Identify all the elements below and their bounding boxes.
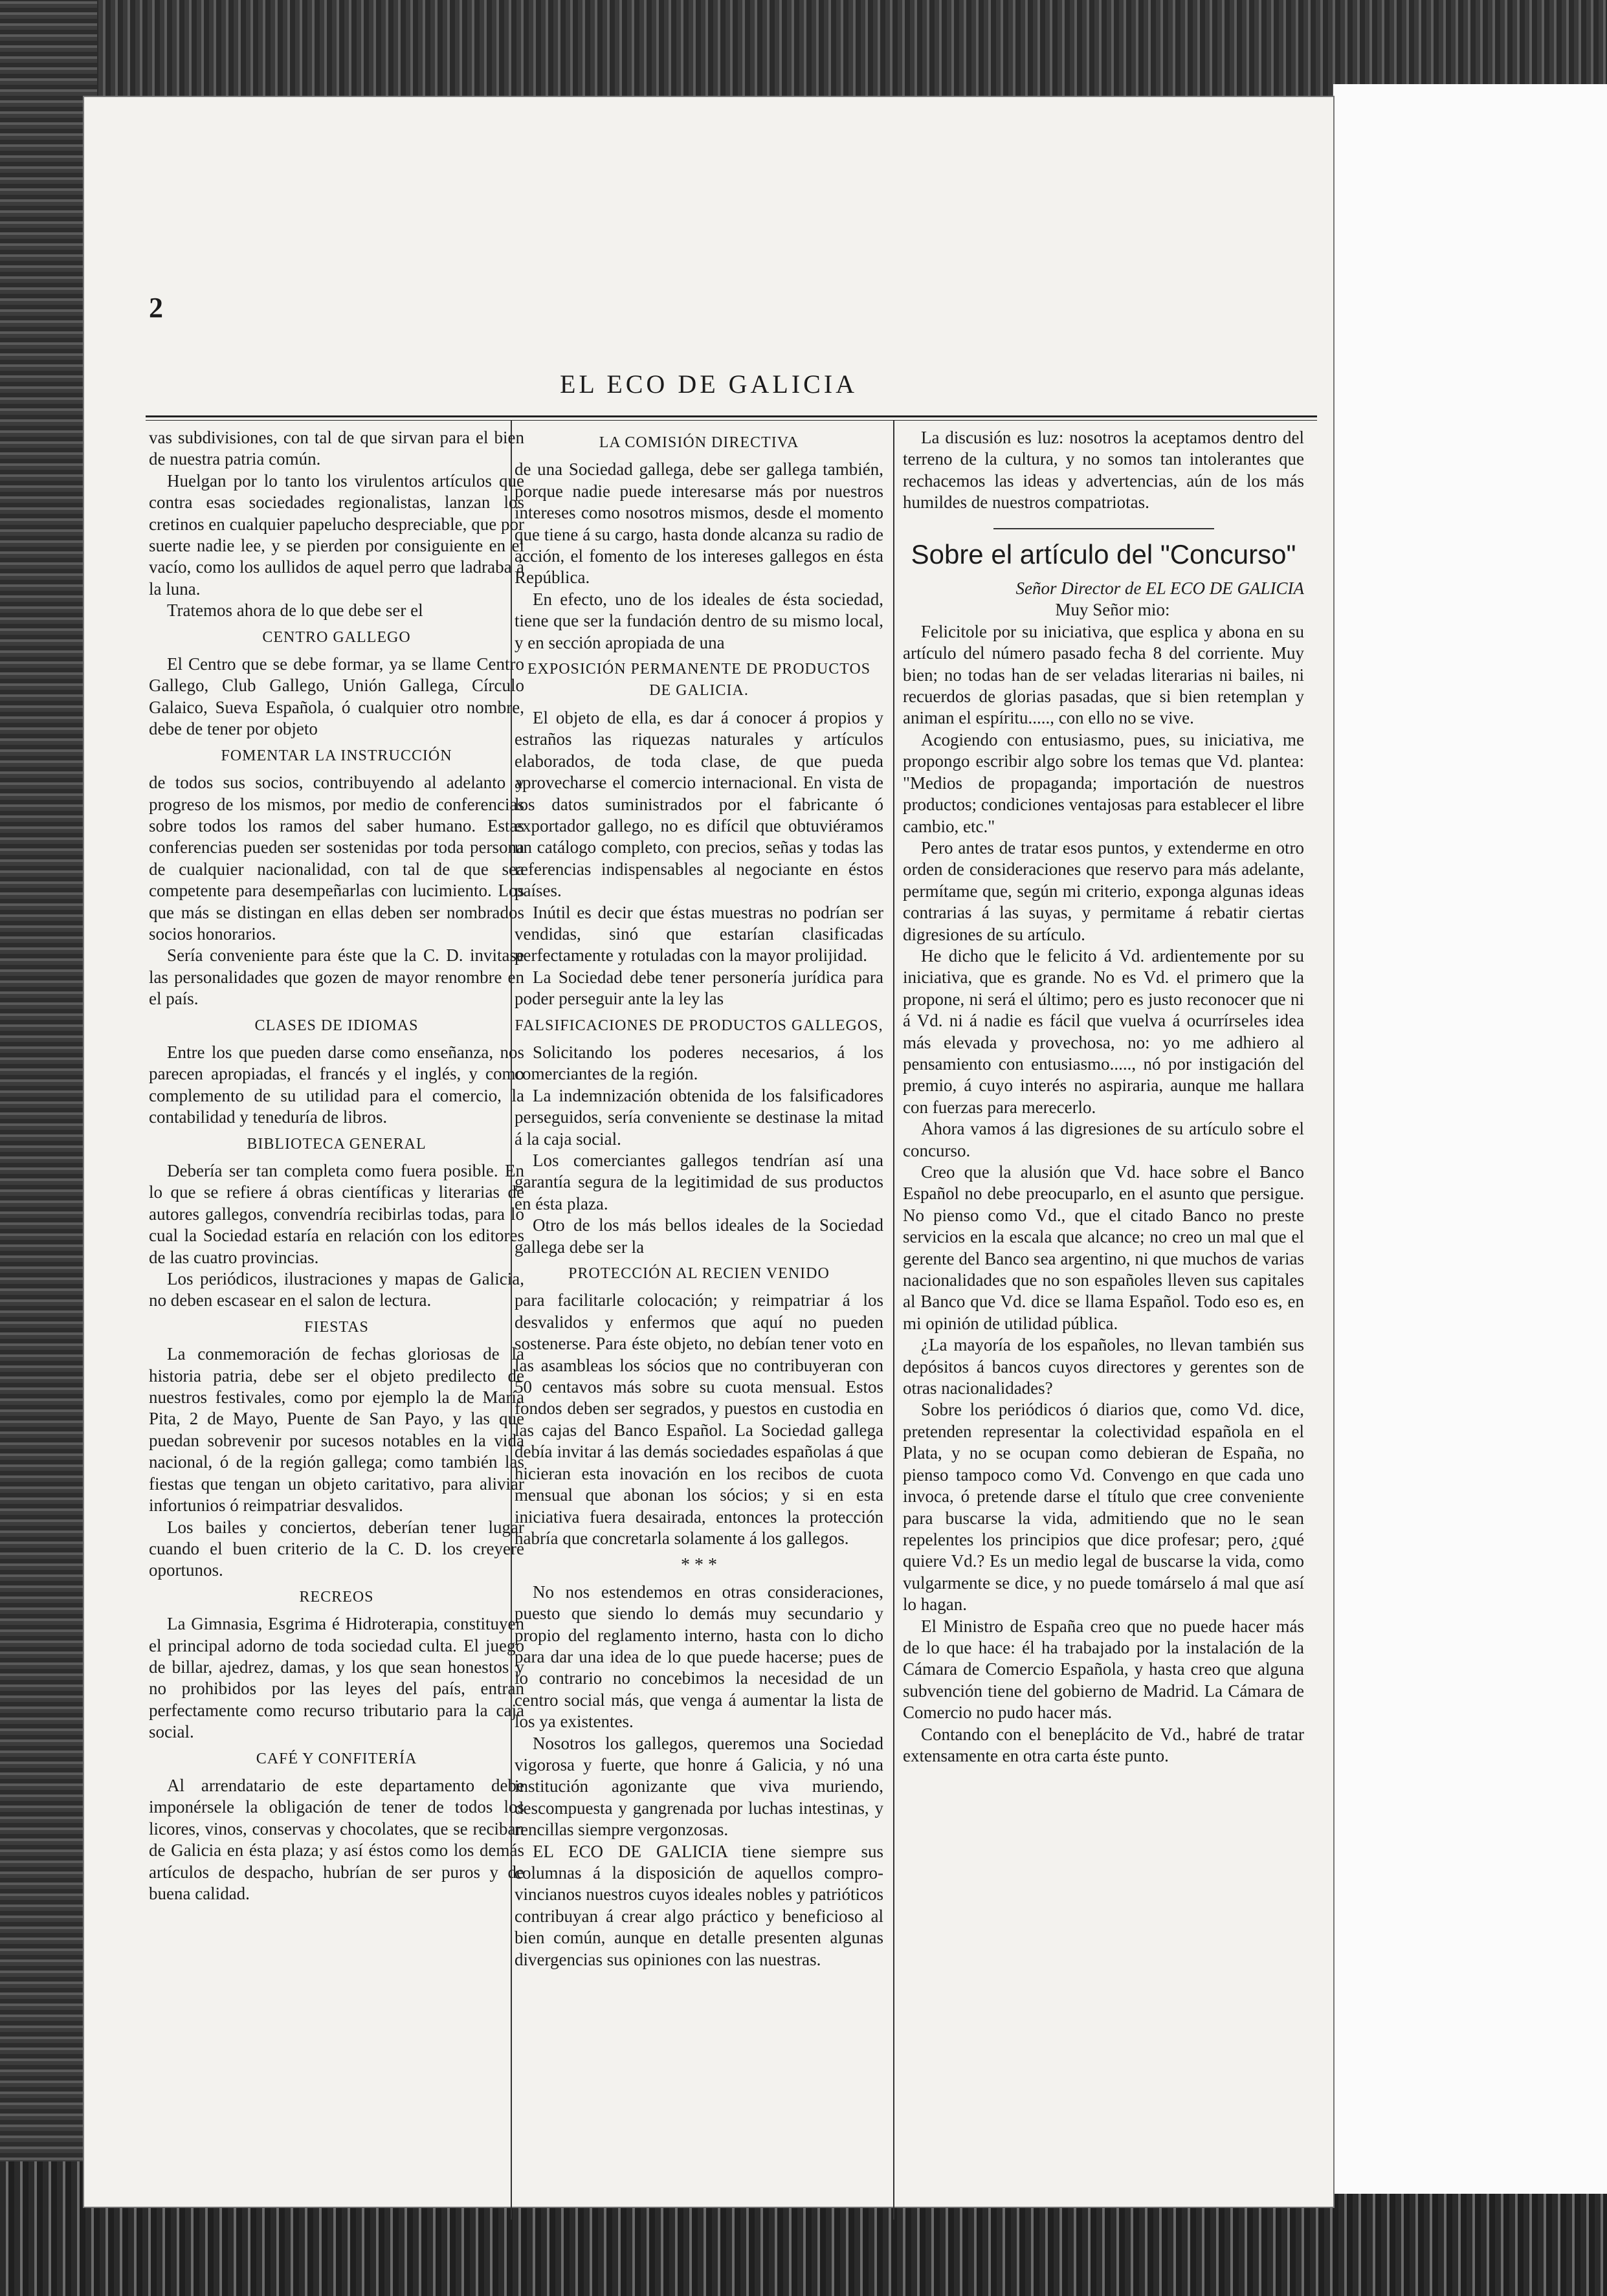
paragraph: Otro de los más bellos ideales de la Sociedad gallega debe ser la <box>515 1215 883 1257</box>
paragraph: La Gimnasia, Esgrima é Hidroterapia, constituyen el principal adorno de toda sociedad culta. El juego de billar, ajedrez, damas, y los que sean honestos y no prohibidos por las leyes del país, entran perfectamente como recurso tributario para la caja social. <box>149 1614 524 1742</box>
paragraph: No nos estendemos en otras consideraciones, puesto que siendo lo demás muy secundario y propio del reglamento interno, hasta con lo dicho para dar una idea de lo que puede hacerse; pues de lo contrario no concebimos la necesidad de un centro social más, que venga á aumentar la lista de los ya existentes. <box>515 1582 883 1732</box>
paragraph: de una Sociedad gallega, debe ser gallega también, porque nadie puede interesarse más por nuestros intereses como nosotros mismos, desde el momento que tiene á su cargo, hasta donde alcanza su radio de acción, el fomento de los intereses gallegos en ésta República. <box>515 459 883 588</box>
section-heading: CAFÉ Y CONFITERÍA <box>256 1750 417 1767</box>
paragraph: EL ECO DE GALICIA tiene siempre sus columnas á la disposición de aquellos compro-vincianos nuestros cuyos ideales nobles y patrióticos contribuyan á crear algo práctico y beneficioso al bien común, aunque en detalle presenten algunas divergencias sus opiniones con las nuestras. <box>515 1841 883 1969</box>
paragraph: El Ministro de España creo que no puede hacer más de lo que hace: él ha trabajado por la instalación de la Cámara de Comercio Española, y hasta creo que alguna subvención tiene del gobierno de Madrid. La Cámara de Comercio no pudo hacer más. <box>903 1616 1304 1723</box>
paragraph: Pero antes de tratar esos puntos, y extenderme en otro orden de consideraciones que reservo para más adelante, permítame que, según mi criterio, exponga algunas ideas contrarias á las suyas, y permitame á rebatir ciertas digresiones de su artículo. <box>903 837 1304 944</box>
scan-border-left <box>0 0 97 2296</box>
paragraph: La Sociedad debe tener personería jurídica para poder perseguir ante la ley las <box>515 967 883 1009</box>
paragraph: Acogiendo con entusiasmo, pues, su iniciativa, me propongo escribir algo sobre los temas que Vd. plantea: "Medios de propaganda; importación de nuestros productos; condiciones ventajosas para establecer el libre cambio, etc." <box>903 729 1304 836</box>
column-3 <box>903 427 1304 2213</box>
paragraph: He dicho que le felicito á Vd. ardientemente por su iniciativa, que es grande. No es Vd. el primero que la propone, ni será el último; pero es justo reconocer que ni á Vd. ni á nadie es fácil que vuelva á ocurrírseles idea más elevada y provechosa, no: yo me adhiero al pensamiento con entusiasmo....., nó por instigación del premio, á cuyo interés no aspiraria, aunque me hallara con fuerzas para merecerlo. <box>903 945 1304 1117</box>
section-heading: CLASES DE IDIOMAS <box>254 1017 419 1034</box>
paragraph: El objeto de ella, es dar á conocer á propios y estraños las riquezas naturales y artículos elaborados, de toda clase, de que pueda aprovecharse el comercio internacional. En vista de los datos suministrados por el fabricante ó exportador gallego, no es difícil que obtuviéramos un catálogo completo, con precios, señas y todas las referencias indispensables al negociante en éstos países. <box>515 707 883 901</box>
paragraph: Huelgan por lo tanto los virulentos artículos que contra esas sociedades regionalistas, lanzan los cretinos en cualquier papelucho despreciable, que por suerte nadie lee, y se pierden por consiguiente en el vacío, como los aullidos de aquel perro que ladraba á la luna. <box>149 470 524 599</box>
paragraph: de todos sus socios, contribuyendo al adelanto y progreso de los mismos, por medio de conferencias sobre todos los ramos del saber humano. Estas conferencias pueden ser sostenidas por toda persona de cualquier nacionalidad, con tal de que sea competente para desempeñarlas con lucimiento. Los que más se distingan en ellas deben ser nombrados socios honorarios. <box>149 773 524 944</box>
section-separator-stars: * * * <box>681 1555 717 1576</box>
section-heading: LA COMISIÓN DIRECTIVA <box>599 434 799 451</box>
section-heading: FALSIFICACIONES DE PRODUCTOS GALLEGOS, <box>515 1017 883 1034</box>
paragraph: Sería conveniente para éste que la C. D. invitase las personalidades que gozen de mayor renombre en el país. <box>149 945 524 1009</box>
paragraph: Entre los que pueden darse como enseñanza, nos parecen apropiadas, el francés y el inglés, y como complemento de su utilidad para el comercio, la contabilidad y teneduría de libros. <box>149 1042 524 1127</box>
column-2 <box>515 427 883 2213</box>
column-divider <box>893 421 894 2220</box>
paragraph: La conmemoración de fechas gloriosas de la historia patria, debe ser el objeto predilecto de nuestros festivales, como por ejemplo la de María Pita, 2 de Mayo, Puente de San Payo, y las que puedan sobrevenir por sucesos notables en la vida nacional, ó de la región gallega; como también las fiestas que tengan un objeto caritativo, para aliviar infortunios ó reimpatriar desvalidos. <box>149 1344 524 1516</box>
letter-greeting: Muy Señor mio: <box>1055 600 1170 620</box>
paragraph: Debería ser tan completa como fuera posible. En lo que se refiere á obras científicas y literarias de autores gallegos, convendría recibirlas todas, para lo cual la Sociedad estaría en relación con los editores de las cuatro provincias. <box>149 1161 524 1267</box>
header-rule <box>146 415 1317 421</box>
paragraph: Sobre los periódicos ó diarios que, como Vd. dice, pretenden representar la colectividad española en el Plata, y no se ocupan como debieran de España, no pienso tampoco como Vd. Convengo en que cada uno invoca, ó pretende darse el título que cree conveniente para buscarse la vida, admitiendo que no le sean repelentes los principios que dice profesar; pero, ¿qué quiere Vd.? Es un medio legal de buscarse la vida, como vulgarmente se dice, y no puede tomárselo á mal que así lo hagan. <box>903 1400 1304 1615</box>
paragraph: ¿La mayoría de los españoles, no llevan también sus depósitos á bancos cuyos directores y gerentes son de otras nacionalidades? <box>903 1335 1304 1398</box>
paragraph: El Centro que se debe formar, ya se llame Centro Gallego, Club Gallego, Unión Gallega, Círculo Galaico, Sueva Española, ó cualquier otro nombre, debe de tener por objeto <box>149 654 524 739</box>
paragraph: Nosotros los gallegos, queremos una Sociedad vigorosa y fuerte, que honre á Galicia, y nó una institución agonizante que viva muriendo, descompuesta y gangrenada por luchas intestinas, y rencillas siempre vergonzosas. <box>515 1733 883 1840</box>
newspaper-page <box>84 97 1333 2207</box>
paragraph: Inútil es decir que éstas muestras no podrían ser vendidas, sinó que estarían clasificadas perfectamente y rotuladas con la mayor prolijidad. <box>515 902 883 966</box>
section-heading: EXPOSICIÓN PERMANENTE DE PRODUCTOS DE GALICIA. <box>527 661 871 700</box>
page-number: 2 <box>149 292 163 324</box>
column-1 <box>149 427 524 2213</box>
paragraph: La indemnización obtenida de los falsificadores perseguidos, sería conveniente se destinase la mitad á la caja social. <box>515 1085 883 1149</box>
adjacent-page-edge <box>1333 84 1607 2194</box>
newspaper-title: EL ECO DE GALICIA <box>559 370 858 399</box>
section-heading: PROTECCIÓN AL RECIEN VENIDO <box>568 1265 830 1283</box>
paragraph: Tratemos ahora de lo que debe ser el <box>167 601 423 621</box>
paragraph: Felicitole por su iniciativa, que esplica y abona en su artículo del número pasado fecha 8 del corriente. Muy bien; no todas han de ser veladas literarias ni bailes, ni recuerdos de glorias pasadas, que si bien retemplan y animan el espíritu....., con ello no se vive. <box>903 621 1304 728</box>
paragraph: Los bailes y conciertos, deberían tener lugar cuando el buen criterio de la C. D. los creyere oportunos. <box>149 1517 524 1580</box>
paragraph: Al arrendatario de este departamento debe imponérsele la obligación de tener de todos los licores, vinos, conservas y chocolates, que se reciban de Galicia en ésta plaza; y así éstos como los demás artículos de despacho, hubrían de ser puros y de buena calidad. <box>149 1775 524 1903</box>
paragraph: Contando con el beneplácito de Vd., habré de tratar extensamente en otra carta éste punto. <box>903 1724 1304 1765</box>
section-heading: RECREOS <box>299 1588 374 1606</box>
article-title: Sobre el artículo del "Concurso" <box>911 538 1296 569</box>
paragraph: para facilitarle colocación; y reimpatriar á los desvalidos y enfermos que aquí no pueden sostenerse. Para éste objeto, no debían tener voto en las asambleas los sócios que no contribuyeran con 50 centavos más sobre su cuota mensual. Estos fondos deben ser segrados, y puestos en custodia en las cajas del Banco Español. La Sociedad gallega debía invitar á las demás sociedades españolas á que hicieran esta inovación en los recibos de cuota mensual que abonan los sócios; y si en esta iniciativa fuera desairada, entonces la protección habría que concretarla solamente á los gallegos. <box>515 1290 883 1548</box>
paragraph: Los comerciantes gallegos tendrían así una garantía segura de la legitimidad de sus productos en ésta plaza. <box>515 1151 883 1213</box>
section-heading: FOMENTAR LA INSTRUCCIÓN <box>221 747 452 764</box>
section-heading: FIESTAS <box>304 1318 369 1336</box>
paragraph: Creo que la alusión que Vd. hace sobre el Banco Español no debe preocuparlo, en el asunto que persigue. No pienso como Vd., que el citado Banco no preste servicios en la escala que alcance; no creo un mal que el gerente del Banco sea argentino, ni que muchos de varias nacionalidades que no son españoles lleven sus capitales al Banco que Vd. dice se llama Español. Todo eso es, en mi opinión de utilidad pública. <box>903 1162 1304 1333</box>
paragraph: Ahora vamos á las digresiones de su artículo sobre el concurso. <box>903 1119 1304 1160</box>
article-separator <box>993 528 1214 529</box>
paragraph: Los periódicos, ilustraciones y mapas de Galicia, no deben escasear en el salon de lectura. <box>149 1269 524 1310</box>
paragraph: En efecto, uno de los ideales de ésta sociedad, tiene que ser la fundación dentro de su mismo local, y en sección apropiada de una <box>515 589 883 652</box>
section-heading: CENTRO GALLEGO <box>262 628 411 646</box>
paragraph: La discusión es luz: nosotros la aceptamos dentro del terreno de la cultura, y no somos tan intolerantes que rechacemos las ideas y advertencias, aún de los más humildes de nuestros compatriotas. <box>903 428 1304 513</box>
letter-salutation: Señor Director de EL ECO DE GALICIA <box>1015 579 1304 599</box>
section-heading: BIBLIOTECA GENERAL <box>247 1135 427 1153</box>
paragraph: vas subdivisiones, con tal de que sirvan para el bien de nuestra patria común. <box>149 428 524 469</box>
paragraph: Solicitando los poderes necesarios, á los comerciantes de la región. <box>515 1042 883 1084</box>
